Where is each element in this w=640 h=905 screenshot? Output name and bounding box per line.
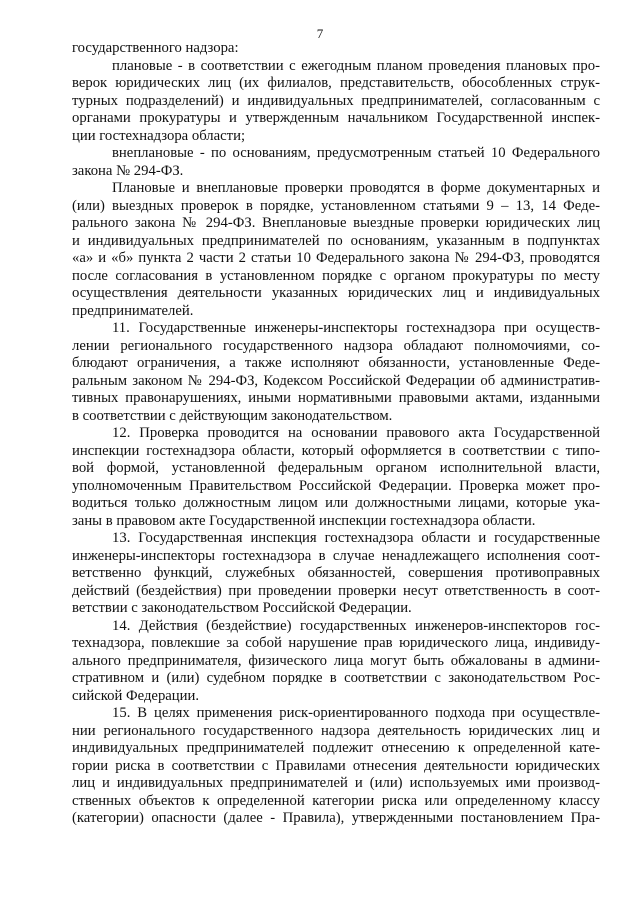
text-line: рального закона № 294-ФЗ. Внеплановые выездные проверки юридических лиц [72,215,600,231]
text-line: нии регионального государственного надзора деятельность юридических лиц и [72,722,600,739]
text-line: технадзора, повлекшие за собой нарушение прав юридического лица, индивиду- [72,635,600,651]
text-line: 13. Государственная инспекция гостехнадзора области и государственные [112,530,600,546]
text-line: ветственно функций, служебных обязанностей, совершения противоправных [72,565,600,581]
text-line: и индивидуальных предпринимателей по основаниям, указанным в подпунктах [72,232,600,249]
text-line: (категории) опасности (далее - Правила), утвержденными постановлением Пра- [72,810,600,826]
paragraph [72,145,600,180]
text-line: предпринимателей. [72,302,194,319]
text-line: гории риска в соответствии с Правилами отнесения деятельности юридических [72,757,600,774]
paragraph [72,320,600,425]
document-body [72,40,600,828]
text-line: верок юридических лиц (их филиалов, представительств, обособленных струк- [72,75,600,91]
text-line: блюдают ограничения, а также исполняют обязанности, установленные Феде- [72,355,600,371]
text-line: вой формой, установленной федеральным органом исполнительной власти, [72,460,600,476]
text-line: ветствии с законодательством Российской Федерации. [72,600,412,616]
text-line: 15. В целях применения риск-ориентированного подхода при осуществле- [112,705,600,721]
text-line: в соответствии с действующим законодательством. [72,407,393,424]
text-line: органами прокуратуры и утвержденным начальником Государственной инспек- [72,110,600,126]
text-line: (или) выездных проверок в порядке, установленном статьями 9 – 13, 14 Феде- [72,197,600,214]
text-line: сийской Федерации. [72,687,200,704]
paragraph [72,58,600,146]
paragraph [72,618,600,706]
text-line: лиц и индивидуальных предпринимателей и (или) используемых ими производ- [72,775,600,791]
text-line: ственных объектов к определенной категории риска или определенному классу [72,792,600,809]
text-line: 14. Действия (бездействие) государственных инженеров-инспекторов гос- [112,617,600,634]
text-line: инженеры-инспекторы гостехнадзора в случае ненадлежащего исполнения соот- [72,547,600,564]
text-line: государственного надзора: [72,40,239,56]
paragraph [72,705,600,828]
paragraph [72,40,600,58]
text-line: 11. Государственные инженеры-инспекторы гостехнадзора при осуществ- [112,320,600,336]
text-line: «а» и «б» пункта 2 части 2 статьи 10 Федерального закона № 294-ФЗ, проводятся [72,250,600,266]
text-line: действий (бездействия) при проведении проверки несут ответственность в соот- [72,582,600,599]
text-line: водиться только должностным лицом или должностными лицами, которые ука- [72,495,600,511]
text-line: закона № 294-ФЗ. [72,162,184,179]
paragraph [72,180,600,320]
text-line: лении регионального государственного надзора обладают полномочиями, со- [72,337,600,354]
text-line: ального предпринимателя, физического лица могут быть обжалованы в админи- [72,652,600,669]
paragraph [72,530,600,618]
text-line: Плановые и внеплановые проверки проводятся в форме документарных и [112,180,600,196]
text-line: инспекции гостехнадзора области, который оформляется в соответствии с типо- [72,442,600,459]
text-line: стративном и (или) судебном порядке в соответствии с законодательством Рос- [72,670,600,686]
page-number: 7 [316,26,324,41]
text-line: после согласования в установленном порядке с органом прокуратуры по месту [72,267,600,284]
text-line: турных подразделений) и индивидуальных предпринимателей, согласованным с [72,92,600,109]
text-line: уполномоченным Правительством Российской Федерации. Проверка может про- [72,477,600,494]
text-line: ральным законом № 294-ФЗ, Кодексом Российской Федерации об административ- [72,372,600,389]
text-line: индивидуальных предпринимателей подлежит отнесению к определенной кате- [72,740,600,756]
paragraph [72,425,600,530]
text-line: тивных правонарушениях, иными нормативными правовыми актами, изданными [72,390,600,406]
text-line: заны в правовом акте Государственной инспекции гостехнадзора области. [72,512,536,529]
text-line: осуществления деятельности указанных юридических лиц и индивидуальных [72,285,600,301]
text-line: плановые - в соответствии с ежегодным планом проведения плановых про- [112,57,600,74]
text-line: ции гостехнадзора области; [72,127,246,144]
text-line: внеплановые - по основаниям, предусмотренным статьей 10 Федерального [112,145,600,161]
text-line: 12. Проверка проводится на основании правового акта Государственной [112,425,600,441]
